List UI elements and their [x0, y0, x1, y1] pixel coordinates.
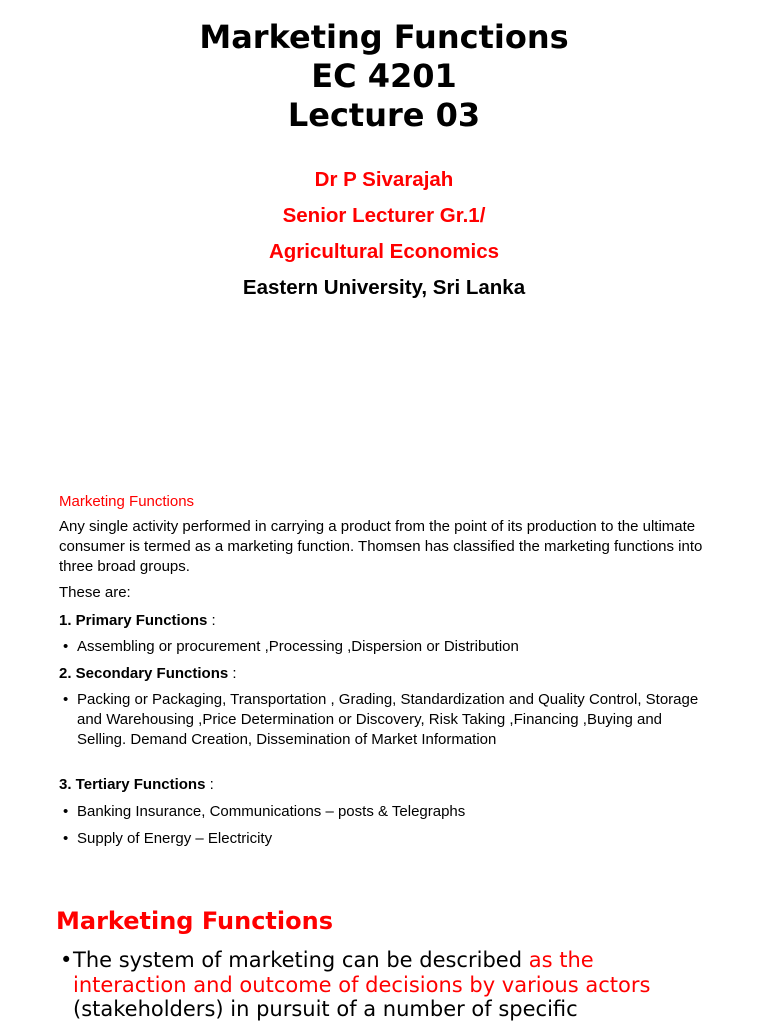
slide3-heading: Marketing Functions [56, 907, 333, 935]
group-primary-title: 1. Primary Functions [59, 612, 208, 629]
author-name: Dr P Sivarajah [314, 168, 454, 191]
author-position: Senior Lecturer Gr.1/ [282, 204, 486, 227]
group-tertiary-title: 3. Tertiary Functions [59, 776, 206, 793]
list-item [63, 802, 718, 822]
title-line-course: Marketing Functions [199, 18, 569, 56]
system-slide [0, 900, 768, 1024]
title-slide [0, 0, 768, 480]
title-line-code: EC 4201 [311, 57, 457, 95]
tertiary-bullet-1: • Banking Insurance, Communications – posts & Telegraphs [77, 803, 466, 820]
group-tertiary-label [59, 775, 728, 795]
group-secondary-label [59, 664, 728, 684]
slide3-body-highlight: as the interaction and outcome of decisions by various actors [73, 948, 651, 997]
slide-title [0, 0, 768, 135]
group-primary-suffix: : [207, 612, 216, 629]
list-item [63, 690, 710, 750]
group-secondary-suffix: : [228, 665, 237, 682]
slide2-intro: Any single activity performed in carrying a product from the point of its production to the ultimate consumer is termed as a marketing function. Thomsen has classified the marketing functions into three broad groups. [59, 518, 703, 575]
title-line-lecture: Lecture 03 [287, 96, 481, 134]
author-block [0, 162, 768, 306]
slide3-body-end: (stakeholders) in pursuit of a number of specific [73, 997, 578, 1021]
group-tertiary-suffix: : [205, 776, 214, 793]
primary-bullet-1: • Assembling or procurement ,Processing ,Dispersion or Distribution [77, 638, 519, 655]
author-institution: Eastern University, Sri Lanka [242, 276, 526, 299]
list-item [63, 637, 718, 657]
tertiary-bullet-2: • Supply of Energy – Electricity [77, 830, 273, 847]
author-department: Agricultural Economics [268, 240, 500, 263]
functions-slide [0, 490, 768, 870]
slide2-heading: Marketing Functions [59, 493, 195, 510]
secondary-bullet-1: • Packing or Packaging, Transportation , Grading, Standardization and Quality Control, Storage and Warehousing ,Price Determination or Discovery, Risk Taking ,Financing ,Buying and Selling. Demand Creation, Dissemination of Market Information [77, 691, 699, 748]
slide3-body [60, 948, 713, 1022]
these-are-label: These are: [59, 584, 131, 601]
group-primary-label [59, 611, 728, 631]
group-secondary-title: 2. Secondary Functions [59, 665, 229, 682]
list-item [63, 829, 718, 849]
slide3-body-start: The system of marketing can be described [73, 948, 529, 972]
